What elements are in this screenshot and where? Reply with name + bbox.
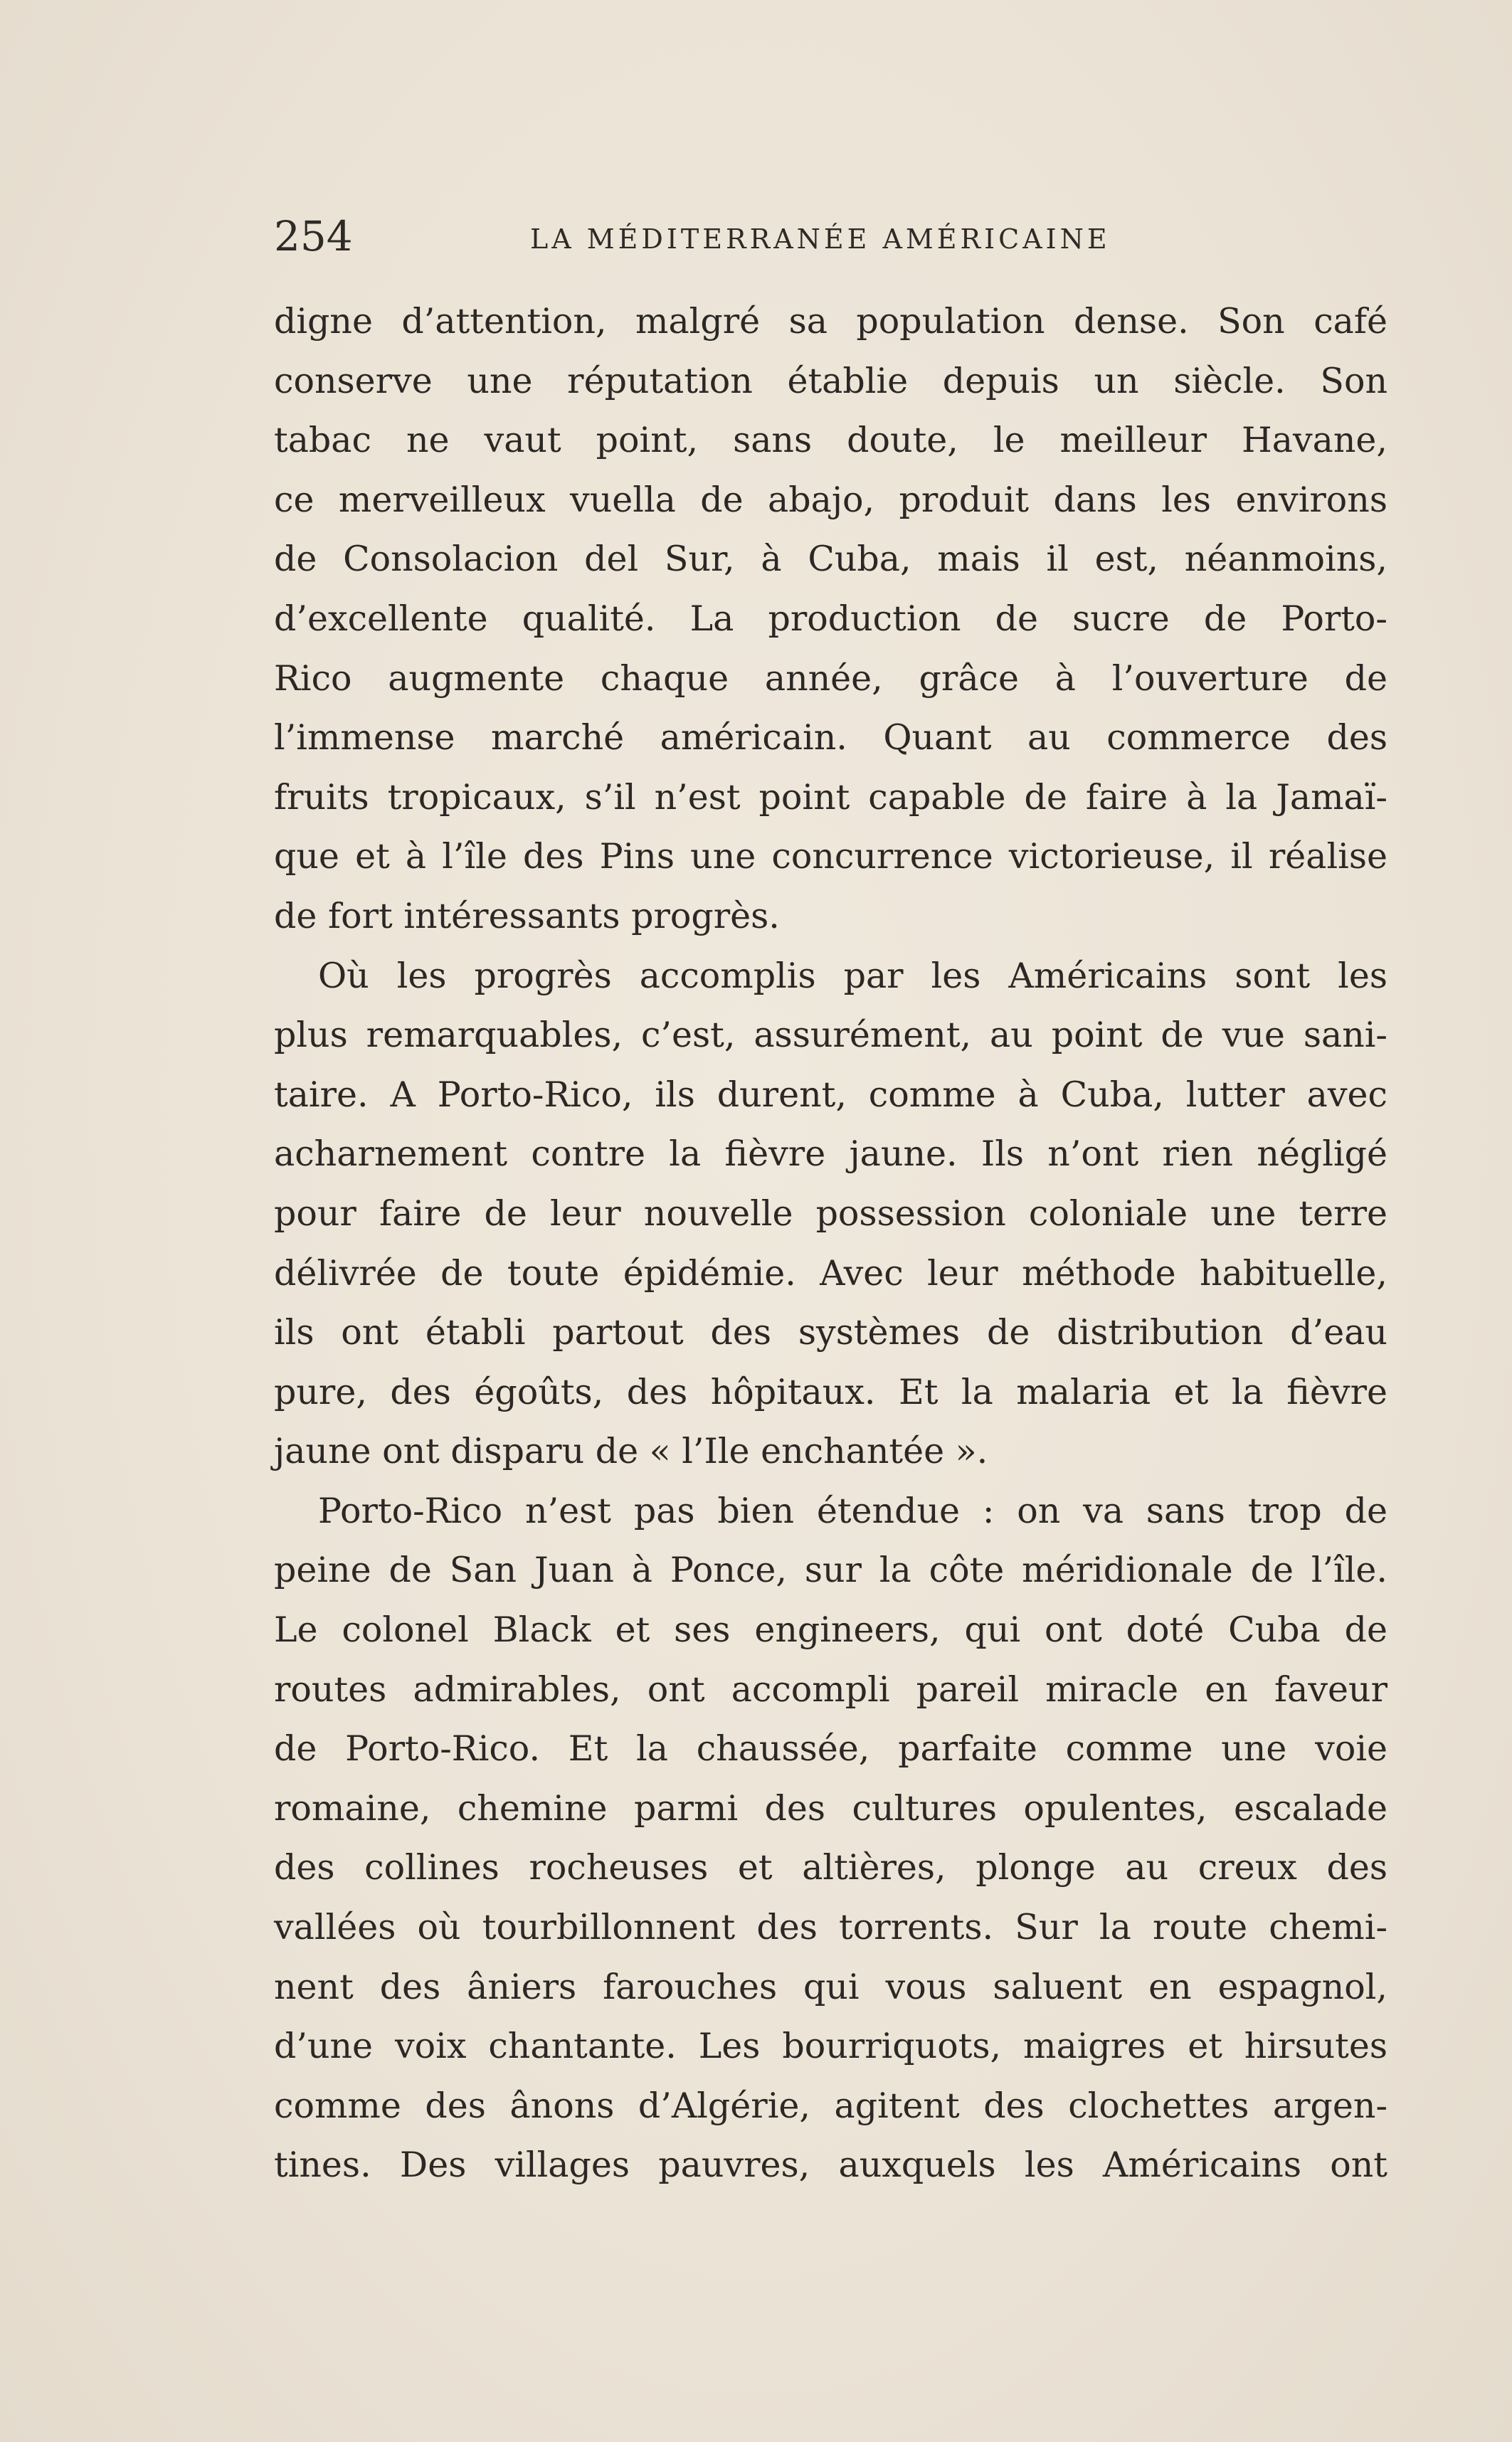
text-line: vallées où tourbillonnent des torrents. Sur la route chemi- — [274, 1907, 1387, 1948]
text-line: ce merveilleux vuella de abajo, produit dans les environs — [274, 479, 1387, 520]
text-line: peine de San Juan à Ponce, sur la côte méridionale de l’île. — [274, 1550, 1387, 1591]
body-text — [274, 292, 1387, 2195]
text-line: d’une voix chantante. Les bourriquots, maigres et hirsutes — [274, 2026, 1387, 2067]
text-line: de Porto-Rico. Et la chaussée, parfaite comme une voie — [274, 1728, 1387, 1770]
text-line: Le colonel Black et ses engineers, qui ont doté Cuba de — [274, 1610, 1387, 1651]
text-line: de Consolacion del Sur, à Cuba, mais il est, néanmoins, — [274, 539, 1387, 580]
text-line: conserve une réputation établie depuis un siècle. Son — [274, 360, 1387, 401]
text-line: tines. Des villages pauvres, auxquels les Américains ont — [274, 2145, 1387, 2186]
text-line: délivrée de toute épidémie. Avec leur méthode habituelle, — [274, 1252, 1387, 1294]
text-line: ils ont établi partout des systèmes de distribution d’eau — [274, 1312, 1387, 1353]
text-line: pure, des égoûts, des hôpitaux. Et la malaria et la fièvre — [274, 1371, 1387, 1412]
running-title: LA MÉDITERRANÉE AMÉRICAINE — [530, 223, 1111, 255]
text-line: Où les progrès accomplis par les Américains sont les — [318, 955, 1387, 996]
text-line: nent des âniers farouches qui vous saluent en espagnol, — [274, 1966, 1387, 2007]
text-line: des collines rocheuses et altières, plonge au creux des — [274, 1847, 1387, 1888]
text-line: digne d’attention, malgré sa population dense. Son café — [274, 301, 1387, 342]
text-line: Rico augmente chaque année, grâce à l’ouverture de — [274, 657, 1387, 699]
page-header — [274, 208, 1387, 265]
text-line: romaine, chemine parmi des cultures opulentes, escalade — [274, 1787, 1387, 1829]
text-line: Porto-Rico n’est pas bien étendue : on va sans trop de — [318, 1490, 1387, 1531]
text-line: comme des ânons d’Algérie, agitent des clochettes argen- — [274, 2085, 1387, 2126]
text-line: routes admirables, ont accompli pareil miracle en faveur — [274, 1669, 1387, 1710]
text-line: plus remarquables, c’est, assurément, au point de vue sani- — [274, 1015, 1387, 1056]
text-line: acharnement contre la fièvre jaune. Ils n’ont rien négligé — [274, 1133, 1387, 1175]
text-line: de fort intéressants progrès. — [274, 895, 780, 936]
page-number: 254 — [274, 212, 353, 260]
text-line: taire. A Porto-Rico, ils durent, comme à Cuba, lutter avec — [274, 1074, 1387, 1115]
text-line: fruits tropicaux, s’il n’est point capable de faire à la Jamaï- — [274, 776, 1387, 818]
text-line: pour faire de leur nouvelle possession coloniale une terre — [274, 1193, 1387, 1234]
text-line: que et à l’île des Pins une concurrence victorieuse, il réalise — [274, 836, 1387, 877]
text-line: jaune ont disparu de « l’Ile enchantée ». — [274, 1431, 988, 1472]
text-line: l’immense marché américain. Quant au commerce des — [274, 717, 1387, 758]
text-line: d’excellente qualité. La production de sucre de Porto- — [274, 598, 1387, 639]
text-line: tabac ne vaut point, sans doute, le meilleur Havane, — [274, 420, 1387, 461]
